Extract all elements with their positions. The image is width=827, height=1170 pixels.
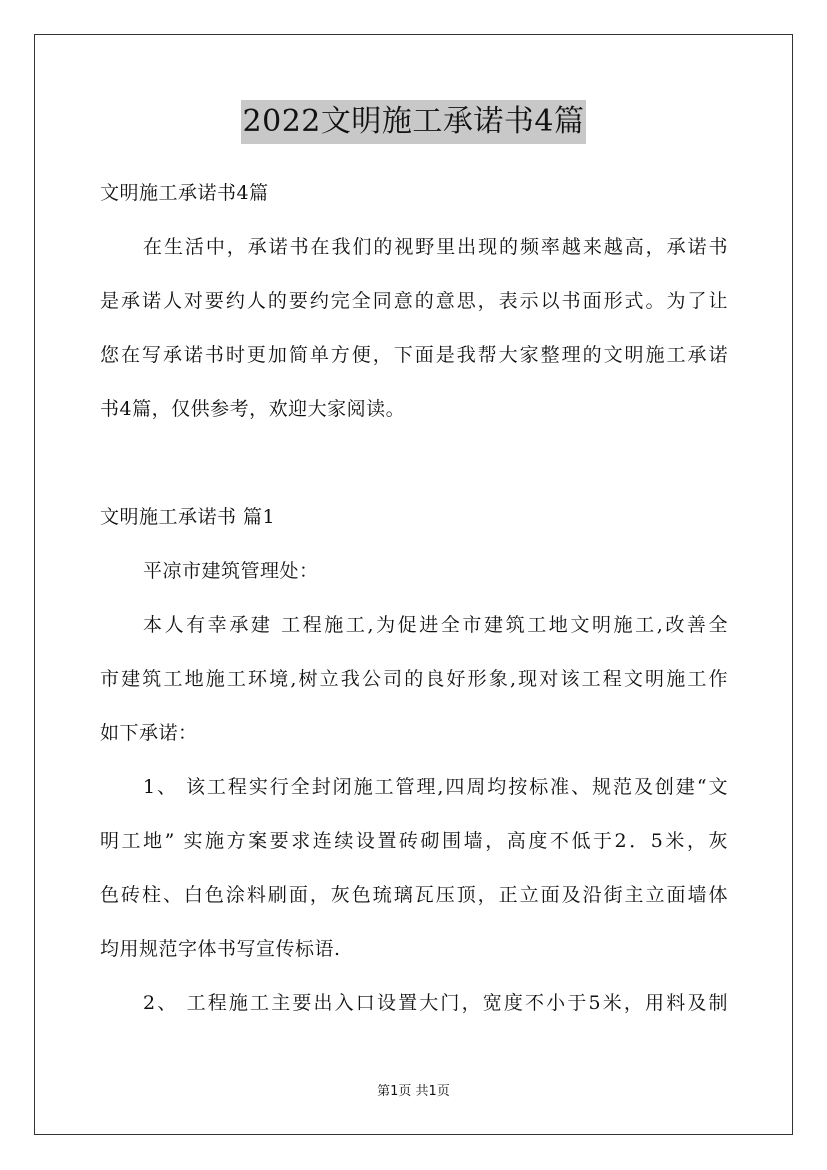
list-item-line: 1、 该工程实行全封闭施工管理,四周均按标准、规范及创建“文 xyxy=(143,776,728,798)
section-heading: 文明施工承诺书 篇1 xyxy=(100,506,276,528)
addressee: 平凉市建筑管理处： xyxy=(143,560,319,582)
paragraph-line: 本人有幸承建 工程施工,为促进全市建筑工地文明施工,改善全 xyxy=(143,614,728,636)
list-item-line: 色砖柱、白色涂料刷面，灰色琉璃瓦压顶，正立面及沿街主立面墙体 xyxy=(100,884,728,906)
list-item-line: 2、 工程施工主要出入口设置大门，宽度不小于5米，用料及制 xyxy=(143,992,728,1014)
list-item-line: 明工地” 实施方案要求连续设置砖砌围墙，高度不低于2．5米，灰 xyxy=(100,830,728,852)
document-subtitle: 文明施工承诺书4篇 xyxy=(100,182,269,204)
intro-line: 书4篇，仅供参考，欢迎大家阅读。 xyxy=(100,398,406,420)
page-footer: 第1页 共1页 xyxy=(377,1084,450,1099)
intro-line: 在生活中，承诺书在我们的视野里出现的频率越来越高，承诺书 xyxy=(143,236,728,258)
title-container xyxy=(0,100,827,144)
intro-line: 您在写承诺书时更加简单方便，下面是我帮大家整理的文明施工承诺 xyxy=(100,344,728,366)
list-item-line: 均用规范字体书写宣传标语. xyxy=(100,938,341,960)
document-title: 2022文明施工承诺书4篇 xyxy=(241,100,587,144)
paragraph-line: 如下承诺： xyxy=(100,722,198,744)
intro-line: 是承诺人对要约人的要约完全同意的意思，表示以书面形式。为了让 xyxy=(100,290,728,312)
paragraph-line: 市建筑工地施工环境,树立我公司的良好形象,现对该工程文明施工作 xyxy=(100,668,728,690)
